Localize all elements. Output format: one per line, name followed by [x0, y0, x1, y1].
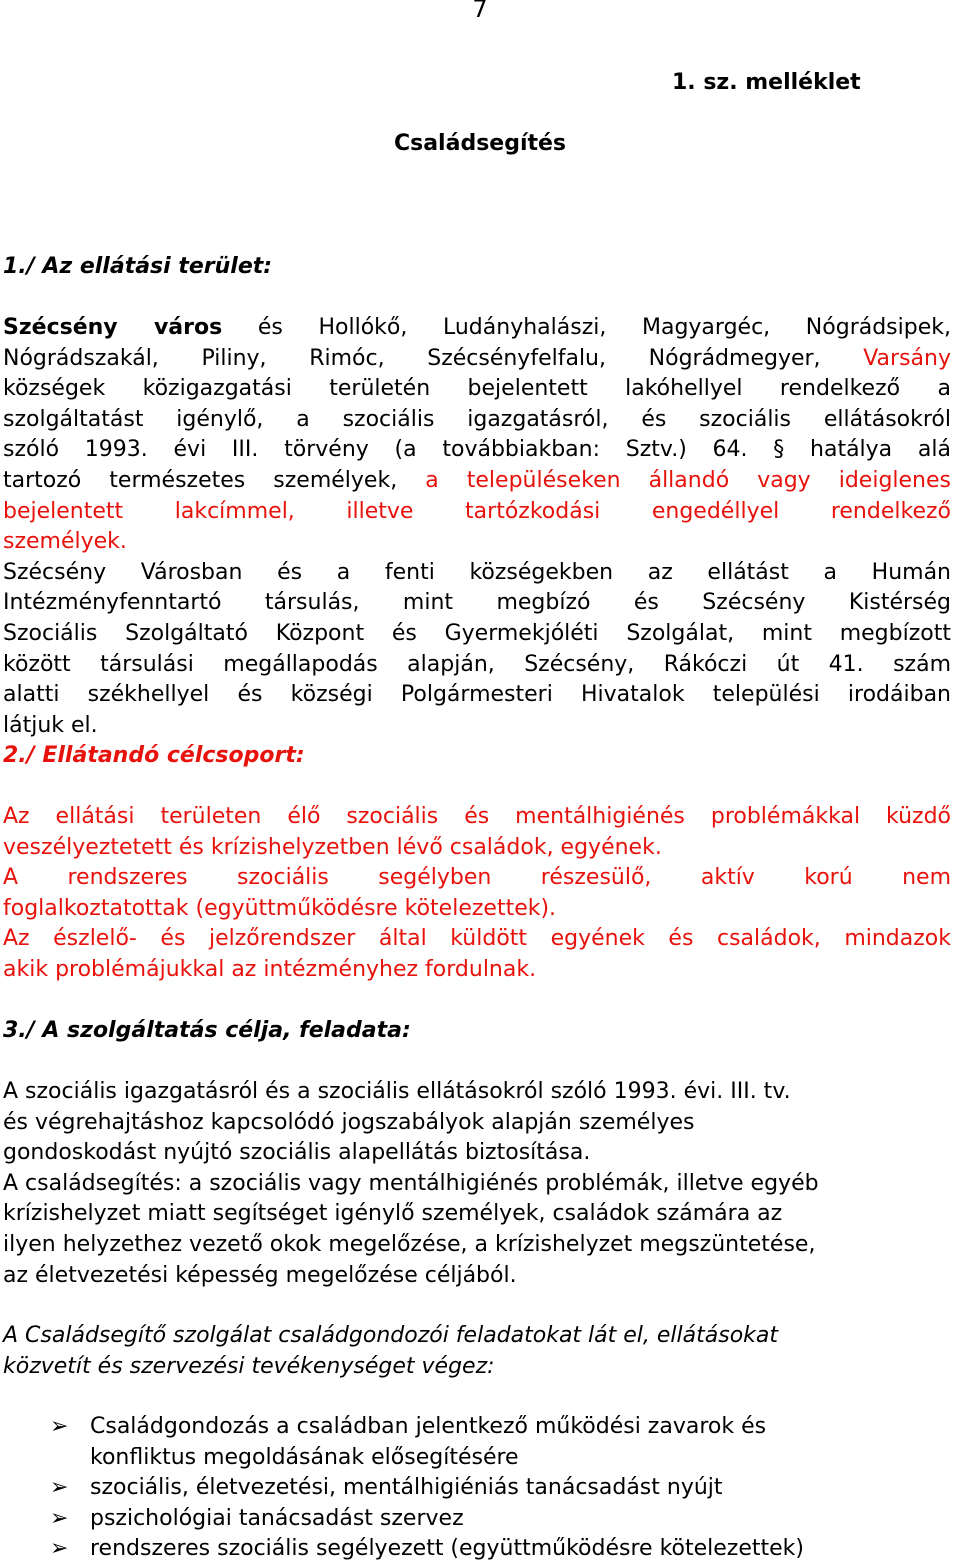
text-segment: és Hollókő, Ludányhalászi, Magyargéc, Nógrádsipek, [222, 315, 951, 340]
paragraph-line [3, 374, 951, 405]
paragraph-line [3, 863, 951, 894]
paragraph-line [3, 619, 951, 650]
text-segment: veszélyeztetett és krízishelyzetben lévő családok, egyének. [3, 834, 662, 860]
section2-paragraph [3, 802, 951, 986]
text-segment: A szociális igazgatásról és a szociális ellátásokról szóló 1993. évi. III. tv. [3, 1079, 791, 1104]
text-segment: Szociális Szolgáltató Központ és Gyermekjóléti Szolgálat, mint megbízott [3, 620, 951, 646]
paragraph-line [3, 955, 951, 986]
paragraph-line [3, 1261, 951, 1292]
paragraph-line [3, 711, 951, 742]
page-number: 7 [472, 0, 488, 23]
text-segment: Az ellátási területen élő szociális és mentálhigiénés problémákkal küzdő [3, 804, 951, 829]
paragraph-line [3, 833, 951, 864]
paragraph-line [3, 1108, 951, 1139]
paragraph-line [3, 1199, 951, 1230]
document-title: Családsegítés [393, 131, 567, 156]
paragraph-line [3, 802, 951, 833]
paragraph-line [3, 650, 951, 681]
task-bullet-list [50, 1412, 950, 1565]
arrow-bullet-icon: ➢ [50, 1505, 69, 1531]
paragraph-line [3, 588, 951, 619]
paragraph-line [3, 344, 951, 375]
text-segment: A rendszeres szociális segélyben részesülő, aktív korú nem [3, 865, 951, 891]
text-segment: Szécsény Városban és a fenti községekben az ellátást a Humán [3, 559, 951, 585]
text-segment: ilyen helyzethez vezető okok megelőzése, a krízishelyzet megszüntetése, [3, 1231, 816, 1257]
section3-paragraph [3, 1077, 951, 1291]
section1-paragraph [3, 313, 951, 741]
text-segment: gondoskodást nyújtó szociális alapellátás biztosítása. [3, 1140, 591, 1166]
paragraph-line [3, 924, 951, 955]
text-segment: szolgáltatást igénylő, a szociális igazgatásról, és szociális ellátásokról [3, 406, 951, 432]
paragraph-line [3, 894, 951, 925]
text-segment: személyek. [3, 529, 127, 555]
text-segment: akik problémájukkal az intézményhez fordulnak. [3, 956, 537, 982]
text-segment: között társulási megállapodás alapján, Szécsény, Rákóczi út 41. szám [3, 651, 951, 677]
paragraph-line [3, 466, 951, 497]
paragraph-line [3, 1169, 951, 1200]
paragraph-line [3, 497, 951, 528]
paragraph-line [3, 527, 951, 558]
text-segment: látjuk el. [3, 712, 98, 738]
bullet-line: Családgondozás a családban jelentkező működési zavarok és [90, 1414, 767, 1439]
text-segment: A családsegítés: a szociális vagy mentálhigiénés problémák, illetve egyéb [3, 1170, 819, 1196]
section3-heading: 3./ A szolgáltatás célja, feladata: [3, 1018, 411, 1043]
paragraph-line [3, 313, 951, 344]
text-segment: és végrehajtáshoz kapcsolódó jogszabályok alapján személyes [3, 1109, 695, 1135]
text-segment: Az észlelő- és jelzőrendszer által küldött egyének és családok, mindazok [3, 926, 951, 952]
bullet-item [50, 1412, 950, 1473]
text-segment: szóló 1993. évi III. törvény (a továbbiakban: Sztv.) 64. § hatálya alá [3, 437, 951, 463]
paragraph-line [3, 405, 951, 436]
bullet-line: szociális, életvezetési, mentálhigiéniás tanácsadást nyújt [90, 1475, 723, 1501]
bullet-item [50, 1473, 950, 1504]
text-segment: krízishelyzet miatt segítséget igénylő személyek, családok számára az [3, 1201, 783, 1227]
paragraph-line [3, 680, 951, 711]
text-segment: Szécsény város [3, 315, 223, 340]
intro-line: A Családsegítő szolgálat családgondozói feladatokat lát el, ellátásokat [3, 1323, 779, 1348]
text-segment: községek közigazgatási területén bejelentett lakóhellyel rendelkező a [3, 376, 951, 402]
intro-line: közvetít és szervezési tevékenységet végez: [3, 1353, 495, 1379]
bullet-line: konfliktus megoldásának elősegítésére [90, 1444, 519, 1470]
text-segment: foglalkoztatottak (együttműködésre kötelezettek). [3, 895, 557, 921]
paragraph-line [3, 1138, 951, 1169]
paragraph-line [3, 435, 951, 466]
bullet-line: rendszeres szociális segélyezett (együttműködésre kötelezettek) [90, 1536, 804, 1562]
text-segment: tartozó természetes személyek, [3, 467, 426, 493]
bullet-line: pszichológiai tanácsadást szervez [90, 1505, 464, 1531]
paragraph-line [3, 1230, 951, 1261]
text-segment: Intézményfenntartó társulás, mint megbízó és Szécsény Kistérség [3, 590, 951, 616]
paragraph-line [3, 1077, 951, 1108]
text-segment: Nógrádszakál, Piliny, Rimóc, Szécsényfelfalu, Nógrádmegyer, [3, 345, 864, 371]
text-segment: az életvezetési képesség megelőzése céljából. [3, 1262, 517, 1288]
bullet-item [50, 1504, 950, 1535]
arrow-bullet-icon: ➢ [50, 1536, 69, 1562]
text-segment: alatti székhellyel és községi Polgármesteri Hivatalok települési irodáiban [3, 682, 951, 708]
section2-heading: 2./ Ellátandó célcsoport: [3, 743, 305, 768]
section1-heading: 1./ Az ellátási terület: [3, 254, 273, 279]
arrow-bullet-icon: ➢ [50, 1414, 69, 1439]
bullet-item [50, 1534, 950, 1565]
text-segment: a településeken állandó vagy ideiglenes [425, 467, 951, 493]
section3-intro [3, 1321, 951, 1382]
arrow-bullet-icon: ➢ [50, 1475, 69, 1501]
text-segment: Varsány [863, 345, 951, 371]
annex-label: 1. sz. melléklet [672, 70, 861, 95]
paragraph-line [3, 558, 951, 589]
text-segment: bejelentett lakcímmel, illetve tartózkodási engedéllyel rendelkező [3, 498, 951, 524]
